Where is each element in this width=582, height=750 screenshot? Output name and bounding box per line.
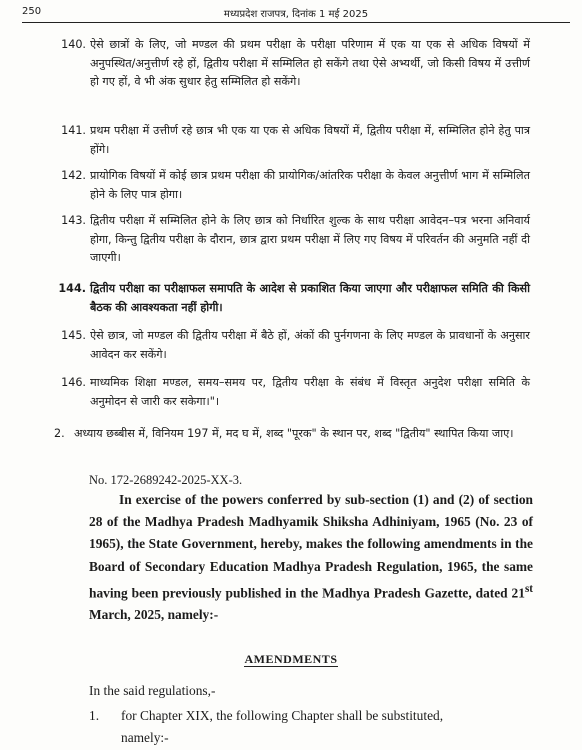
notification-number: No. 172-2689242-2025-XX-3.: [89, 473, 243, 487]
para-text: अध्याय छब्बीस में, विनियम 197 में, मद घ में, शब्द "पूरक" के स्थान पर, शब्द "द्वितीय" स्थापित किया जाए।: [74, 427, 514, 440]
item-text: ऐसे छात्रों के लिए, जो मण्डल की प्रथम परीक्षा के परीक्षा परिणाम में एक या एक से अधिक विषयों में अनुपस्थित/अनुत्तीर्ण रहे हों, द्वितीय परीक्षा में सम्मिलित हो सकेंगे तथा ऐसे अभ्यर्थी, जो किसी विषय में उत्तीर्ण हो गए हों, वे भी अंक सुधार हेतु सम्मिलित हो सकेंगे।: [90, 38, 530, 88]
item-line-2: namely:-: [121, 730, 169, 745]
item-number: 143.: [61, 214, 86, 227]
item-text: ऐसे छात्र, जो मण्डल की द्वितीय परीक्षा में बैठे हों, अंकों की पुर्नगणना के लिए मण्डल के प्रावधानों के अनुसार आवेदन कर सकेंगे।: [90, 329, 530, 361]
rule-item-146: [61, 374, 530, 411]
english-notification-body: [89, 489, 533, 627]
item-text: प्रथम परीक्षा में उत्तीर्ण रहे छात्र भी एक या एक से अधिक विषयों में, द्वितीय परीक्षा में, सम्मिलित होने हेतु पात्र होंगे।: [90, 124, 530, 156]
item-text: प्रायोगिक विषयों में कोई छात्र प्रथम परीक्षा की प्रायोगिक/आंतरिक परीक्षा के केवल अनुत्तीर्ण भाग में सम्मिलित होने के लिए पात्र होगा।: [90, 169, 530, 201]
date-suffix: st: [524, 582, 533, 595]
item-number: 142.: [61, 169, 86, 182]
item-number: 1.: [89, 708, 100, 723]
item-text: द्वितीय परीक्षा का परीक्षाफल समापति के आदेश से प्रकाशित किया जाएगा और परीक्षाफल समिति की किसी बैठक की आवश्यकता नहीं होगी।: [90, 282, 530, 314]
rule-item-142: [61, 167, 530, 204]
item-number: 140.: [61, 38, 86, 51]
para-number: 2.: [54, 427, 65, 440]
amendment-item-1: [89, 705, 533, 749]
page-header: [22, 6, 570, 22]
amendments-heading: AMENDMENTS: [244, 652, 338, 666]
item-text: माध्यमिक शिक्षा मण्डल, समय–समय पर, द्वितीय परीक्षा के संबंध में विस्तृत अनुदेश परीक्षा समिति के अनुमोदन से जारी कर सकेगा।"।: [90, 376, 530, 408]
page-number: 250: [22, 6, 42, 17]
amendment-para-2: [54, 425, 532, 444]
rule-item-141: [61, 122, 530, 159]
item-text: द्वितीय परीक्षा में सम्मिलित होने के लिए छात्र को निर्धारित शुल्क के साथ परीक्षा आवेदन–पत्र भरना अनिवार्य होगा, किन्तु द्वितीय परीक्षा के दौरान, छात्र द्वारा प्रथम परीक्षा में लिए गए विषय में परिवर्तन की अनुमति नहीं दी जाएगी।: [90, 214, 530, 264]
rule-item-145: [61, 327, 530, 364]
item-number: 141.: [61, 124, 86, 137]
rule-item-144: [58, 280, 530, 317]
body-text-main: In exercise of the powers conferred by sub-section (1) and (2) of section 28 of the Madhya Pradesh Madhyamik Shiksha Adhiniyam, 1965 (No. 23 of 1965), the State Government, hereby, makes the following amendments in the Board of Secondary Education Madhya Pradesh Regulation, 1965, the same having been previously published in the Madhya Pradesh Gazette, dated 21: [89, 492, 533, 601]
item-number: 145.: [61, 329, 86, 342]
gazette-title: मध्यप्रदेश राजपत्र, दिनांक 1 मई 2025: [223, 9, 369, 20]
item-number: 144.: [58, 282, 86, 295]
item-number: 146.: [61, 376, 86, 389]
header-rule: [22, 22, 570, 23]
rule-item-143: [61, 212, 530, 268]
item-line-1: for Chapter XIX, the following Chapter shall be substituted,: [121, 708, 444, 723]
said-regulations-line: In the said regulations,-: [89, 683, 216, 698]
rule-item-140: [61, 36, 530, 92]
body-text-end: March, 2025, namely:-: [89, 607, 219, 623]
